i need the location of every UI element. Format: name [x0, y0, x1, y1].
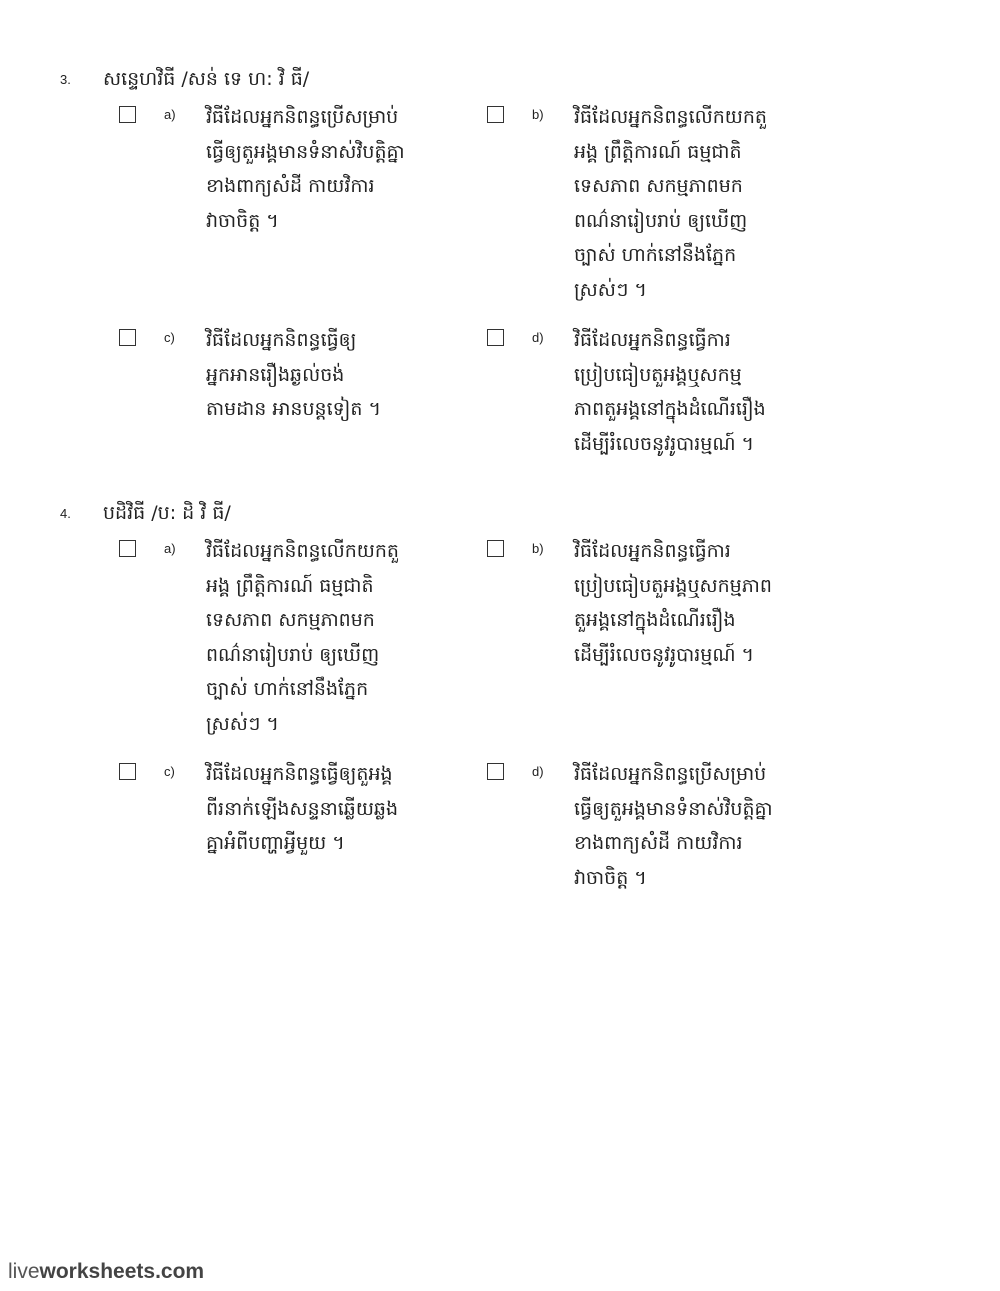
option-letter: b)	[532, 107, 544, 122]
option-letter: d)	[532, 764, 544, 779]
option-text: វិធីដែលអ្នកនិពន្ធលើកយកតួ អង្គ ព្រឹត្តិការណ៍ ធម្មជាតិ ទេសភាព សកម្មភាពមក ពណ៌នារៀបរាប់ ឲ្យឃើញ ច្បាស់ ហាក់នៅនឹងភ្នែក ស្រស់ៗ ។	[206, 540, 399, 735]
option-text: វិធីដែលអ្នកនិពន្ធធ្វើឲ្យតួអង្គ ពីរនាក់ឡើងសន្ទនាឆ្លើយឆ្លង គ្នាអំពីបញ្ហាអ្វីមួយ ។	[206, 763, 399, 854]
question-number: 4.	[60, 506, 71, 521]
question-title: បដិវិធី /ប: ដិ វិ ធី/	[103, 502, 231, 524]
option-letter: a)	[164, 541, 176, 556]
checkbox[interactable]	[487, 329, 504, 346]
checkbox[interactable]	[119, 540, 136, 557]
option-text: វិធីដែលអ្នកនិពន្ធធ្វើការ ប្រៀបធៀបតួអង្គឬសកម្មភាព តួអង្គនៅក្នុងដំណើររឿង ដើម្បីរំលេចនូវរូបារម្មណ៍ ។	[574, 540, 772, 666]
option-letter: d)	[532, 330, 544, 345]
option-letter: c)	[164, 764, 175, 779]
question-title: សន្ទេហវិធី /សន់ ទេ ហ: វិ ធី/	[103, 68, 310, 90]
option-text: វិធីដែលអ្នកនិពន្ធប្រើសម្រាប់ ធ្វើឲ្យតួអង្គមានទំនាស់វិបត្តិគ្នា ខាងពាក្យសំដី កាយវិការ វាចាចិត្ត ។	[574, 763, 773, 889]
checkbox[interactable]	[487, 763, 504, 780]
checkbox[interactable]	[119, 106, 136, 123]
option-text: វិធីដែលអ្នកនិពន្ធធ្វើឲ្យ អ្នកអានរឿងឆ្ងល់ចង់ តាមដាន អានបន្តទៀត ។	[206, 329, 381, 420]
option-text: វិធីដែលអ្នកនិពន្ធធ្វើការ ប្រៀបធៀបតួអង្គឬសកម្ម ភាពតួអង្គនៅក្នុងដំណើររឿង ដើម្បីរំលេចនូវរូបារម្មណ៍ ។	[574, 329, 766, 455]
checkbox[interactable]	[487, 106, 504, 123]
checkbox[interactable]	[487, 540, 504, 557]
option-letter: a)	[164, 107, 176, 122]
checkbox[interactable]	[119, 763, 136, 780]
option-letter: c)	[164, 330, 175, 345]
liveworksheets-logo: liveworksheets.com	[8, 1260, 205, 1283]
checkbox[interactable]	[119, 329, 136, 346]
option-text: វិធីដែលអ្នកនិពន្ធលើកយកតួ អង្គ ព្រឹត្តិការណ៍ ធម្មជាតិ ទេសភាព សកម្មភាពមក ពណ៌នារៀបរាប់ ឲ្យឃើញ ច្បាស់ ហាក់នៅនឹងភ្នែក ស្រស់ៗ ។	[574, 106, 767, 301]
option-letter: b)	[532, 541, 544, 556]
question-number: 3.	[60, 72, 71, 87]
option-text: វិធីដែលអ្នកនិពន្ធប្រើសម្រាប់ ធ្វើឲ្យតួអង្គមានទំនាស់វិបត្តិគ្នា ខាងពាក្យសំដី កាយវិការ វាចាចិត្ត ។	[206, 106, 405, 232]
